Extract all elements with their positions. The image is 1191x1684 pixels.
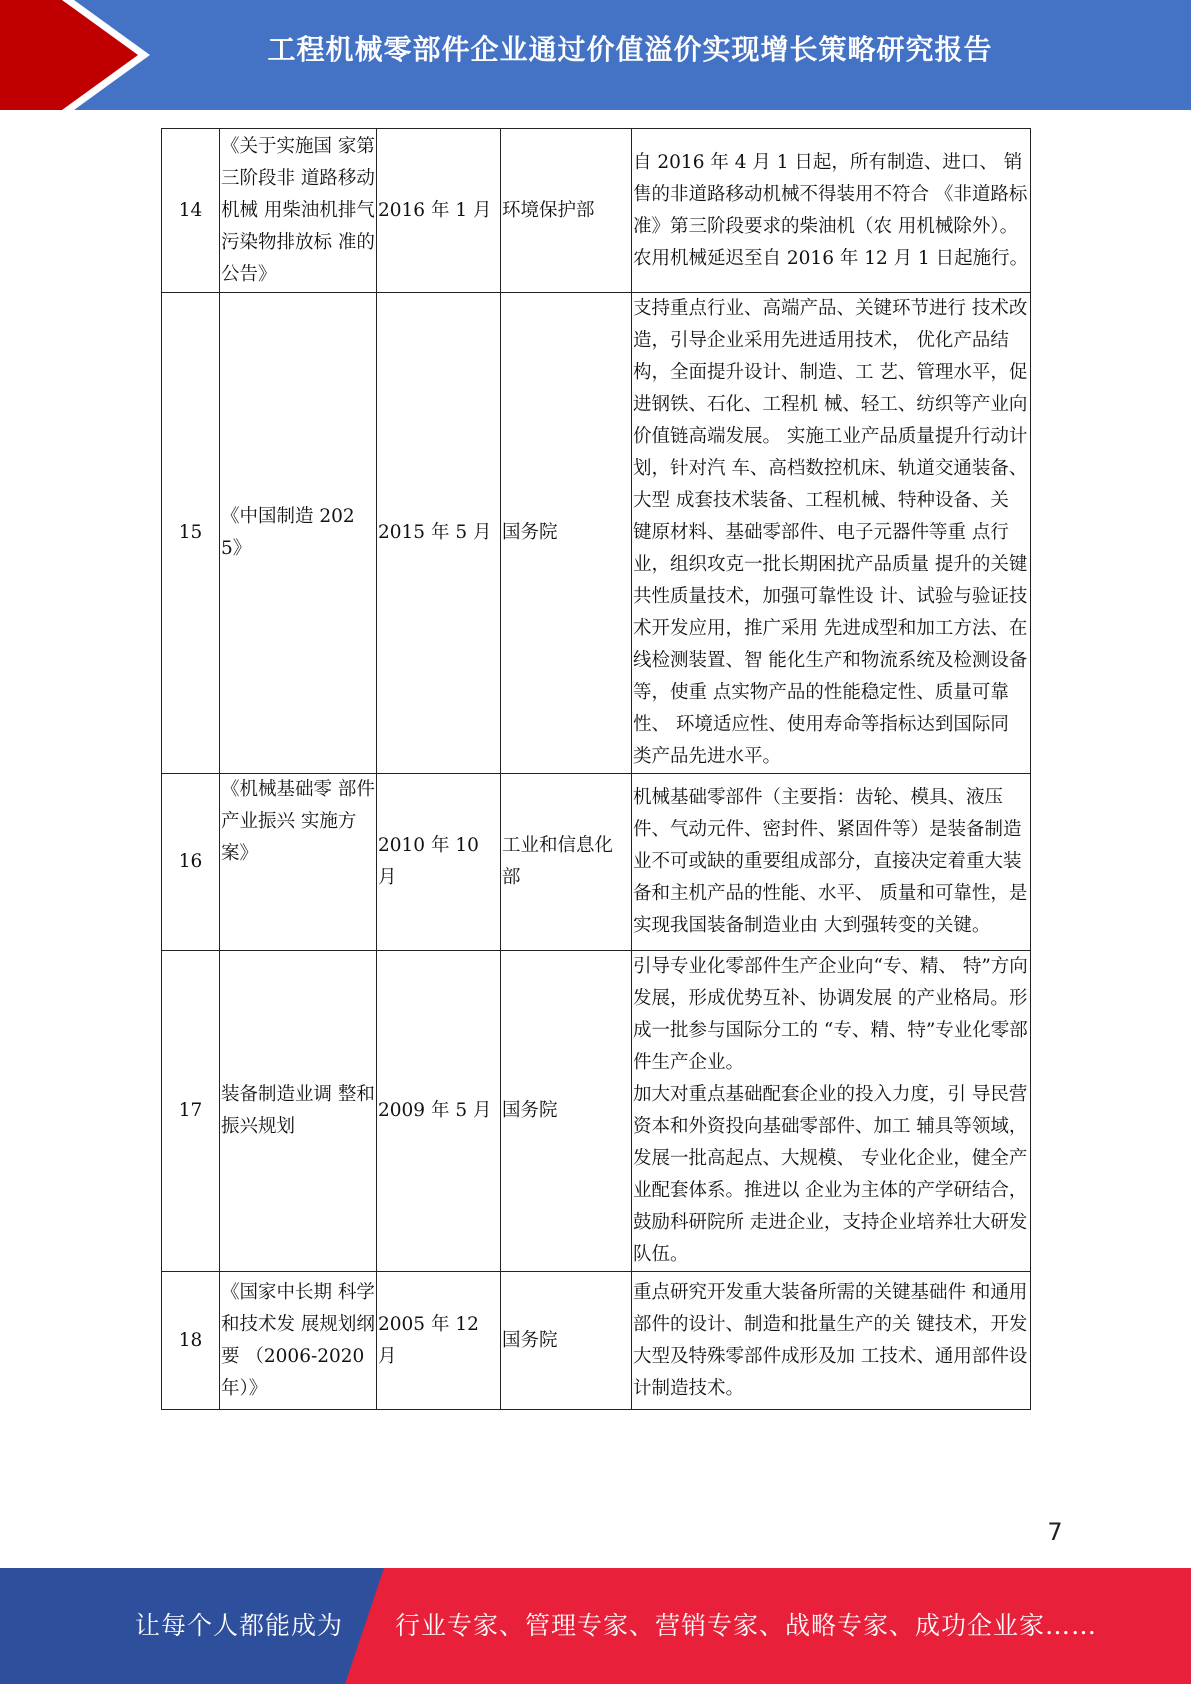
table-row <box>162 129 1031 293</box>
row-number: 15 <box>162 293 220 774</box>
policy-content <box>632 951 1031 1272</box>
issuing-department: 国务院 <box>501 951 632 1272</box>
report-title: 工程机械零部件企业通过价值溢价实现增长策略研究报告 <box>267 33 993 66</box>
policy-content-paragraph: 引导专业化零部件生产企业向“专、精、 特”方向发展，形成优势互补、协调发展 的产业格局。形成一批参与国际分工的 “专、精、特”专业化零部件生产企业。 <box>633 956 1028 1073</box>
policy-name: 装备制造业调 整和振兴规划 <box>220 951 377 1272</box>
issuing-department: 国务院 <box>501 1272 632 1410</box>
policy-table <box>161 128 1031 1410</box>
policy-name: 《中国制造 2025》 <box>220 293 377 774</box>
footer-slogan-right: 行业专家、管理专家、营销专家、战略专家、成功企业家…… <box>395 1611 1098 1640</box>
policy-content: 重点研究开发重大装备所需的关键基础件 和通用部件的设计、制造和批量生产的关 键技术，开发大型及特殊零部件成形及加 工技术、通用部件设计制造技术。 <box>632 1272 1031 1410</box>
issue-date: 2010 年 10 月 <box>377 774 501 951</box>
policy-name: 《国家中长期 科学和技术发 展规划纲要 （2006-2020 年）》 <box>220 1272 377 1410</box>
issue-date: 2009 年 5 月 <box>377 951 501 1272</box>
issuing-department: 国务院 <box>501 293 632 774</box>
policy-content: 自 2016 年 4 月 1 日起，所有制造、进口、 销售的非道路移动机械不得装用不符合 《非道路标准》第三阶段要求的柴油机（农 用机械除外）。农用机械延迟至自 2016 年 12 月 1 日起施行。 <box>632 129 1031 293</box>
issuing-department: 工业和信息化部 <box>501 774 632 951</box>
issuing-department: 环境保护部 <box>501 129 632 293</box>
row-number: 18 <box>162 1272 220 1410</box>
row-number: 17 <box>162 951 220 1272</box>
issue-date: 2005 年 12 月 <box>377 1272 501 1410</box>
row-number: 16 <box>162 774 220 951</box>
page-header <box>0 0 1191 110</box>
table-row <box>162 293 1031 774</box>
page-footer <box>0 1568 1191 1684</box>
table-row <box>162 774 1031 951</box>
policy-content: 机械基础零部件（主要指：齿轮、模具、液压件、气动元件、密封件、紧固件等）是装备制造业不可或缺的重要组成部分，直接决定着重大装备和主机产品的性能、水平、 质量和可靠性，是实现我国装备制造业由 大到强转变的关键。 <box>632 774 1031 951</box>
policy-content-paragraph: 加大对重点基础配套企业的投入力度，引 导民营资本和外资投向基础零部件、加工 辅具等领域，发展一批高起点、大规模、 专业化企业，健全产业配套体系。推进以 企业为主体的产学研结合，鼓励科研院所 走进企业，支持企业培养壮大研发队伍。 <box>633 1084 1028 1265</box>
policy-name: 《机械基础零 部件产业振兴 实施方案》 <box>220 774 377 951</box>
page-number: 7 <box>1047 1518 1063 1546</box>
header-arrow-decoration <box>0 0 150 110</box>
policy-content: 支持重点行业、高端产品、关键环节进行 技术改造，引导企业采用先进适用技术， 优化产品结构，全面提升设计、制造、工 艺、管理水平，促进钢铁、石化、工程机 械、轻工、纺织等产业向价值链高端发展。 实施工业产品质量提升行动计划，针对汽 车、高档数控机床、轨道交通装备、大型 成套技术装备、工程机械、特种设备、关 键原材料、基础零部件、电子元器件等重 点行业，组织攻克一批长期困扰产品质量 提升的关键共性质量技术，加强可靠性设 计、试验与验证技术开发应用，推广采用 先进成型和加工方法、在线检测装置、智 能化生产和物流系统及检测设备等，使重 点实物产品的性能稳定性、质量可靠性、 环境适应性、使用寿命等指标达到国际同 类产品先进水平。 <box>632 293 1031 774</box>
footer-slogan-left: 让每个人都能成为 <box>135 1611 344 1640</box>
issue-date: 2015 年 5 月 <box>377 293 501 774</box>
row-number: 14 <box>162 129 220 293</box>
issue-date: 2016 年 1 月 <box>377 129 501 293</box>
table-row <box>162 951 1031 1272</box>
table-row <box>162 1272 1031 1410</box>
policy-name: 《关于实施国 家第三阶段非 道路移动机械 用柴油机排气 污染物排放标 准的公告》 <box>220 129 377 293</box>
